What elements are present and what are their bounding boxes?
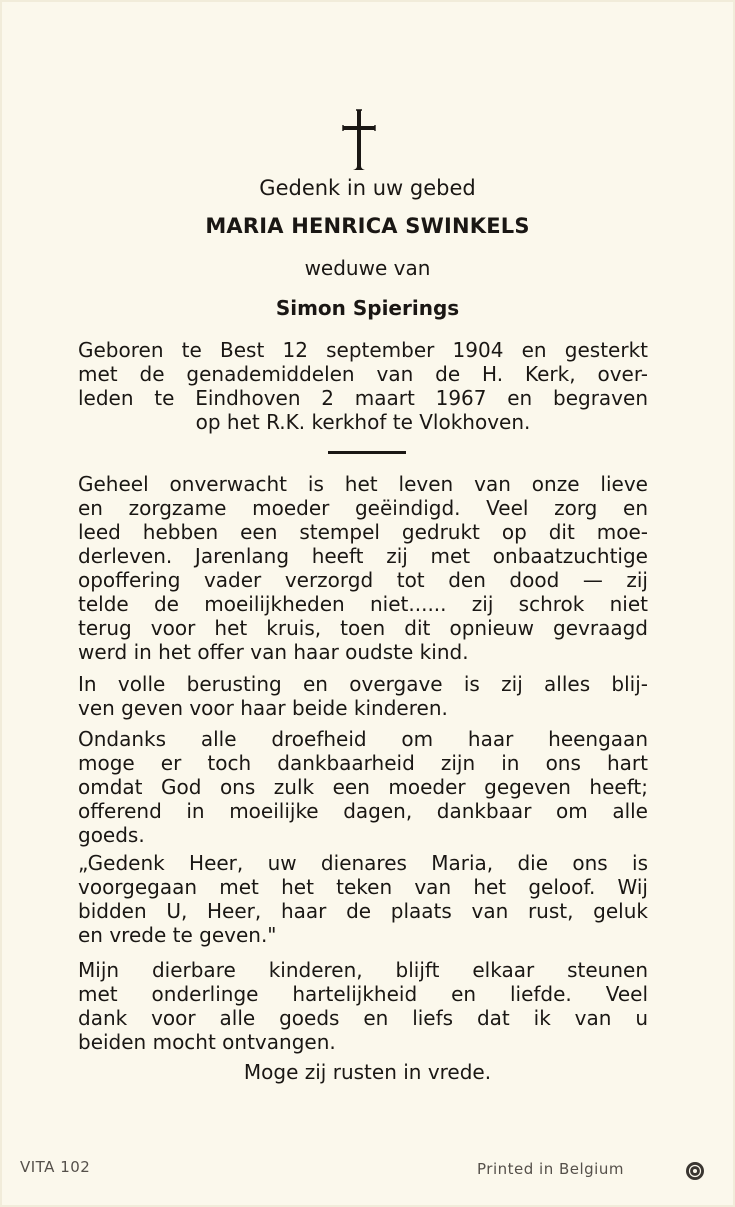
paragraph-line: Geheel onverwacht is het leven van onze lieve	[78, 472, 648, 496]
paragraph-2	[78, 672, 648, 720]
paragraph-line: derleven. Jarenlang heeft zij met onbaatzuchtige	[78, 544, 648, 568]
paragraph-line: Ondanks alle droefheid om haar heengaan	[78, 727, 648, 751]
birth-line: leden te Eindhoven 2 maart 1967 en begraven	[78, 386, 648, 410]
paragraph-line: „Gedenk Heer, uw dienares Maria, die ons is	[78, 851, 648, 875]
paragraph-line: ven geven voor haar beide kinderen.	[78, 696, 448, 720]
paragraph-5	[78, 958, 648, 1054]
divider	[328, 451, 406, 454]
deceased-name: MARIA HENRICA SWINKELS	[205, 214, 530, 238]
paragraph-4-prayer	[78, 851, 648, 947]
paragraph-line: offerend in moeilijke dagen, dankbaar om alle	[78, 799, 648, 823]
paragraph-line: omdat God ons zulk een moeder gegeven heeft;	[78, 775, 648, 799]
intro-text: Gedenk in uw gebed	[259, 176, 476, 200]
spouse-name: Simon Spierings	[275, 296, 460, 320]
paragraph-1	[78, 472, 648, 664]
paragraph-3	[78, 727, 648, 847]
printer-seal-icon	[685, 1161, 705, 1181]
paragraph-line: met onderlinge hartelijkheid en liefde. Veel	[78, 982, 648, 1006]
paragraph-line: dank voor alle goeds en liefs dat ik van u	[78, 1006, 648, 1030]
closing-line: Moge zij rusten in vrede.	[243, 1060, 492, 1084]
printed-in-text: Printed in Belgium	[477, 1160, 624, 1178]
paragraph-line: In volle berusting en overgave is zij alles blij-	[78, 672, 648, 696]
birth-line: met de genademiddelen van de H. Kerk, over-	[78, 362, 648, 386]
birth-line: op het R.K. kerkhof te Vlokhoven.	[195, 410, 531, 434]
widow-of-text: weduwe van	[304, 256, 431, 280]
paragraph-line: leed hebben een stempel gedrukt op dit moe-	[78, 520, 648, 544]
paragraph-line: Mijn dierbare kinderen, blijft elkaar steunen	[78, 958, 648, 982]
paragraph-line: telde de moeilijkheden niet...... zij schrok niet	[78, 592, 648, 616]
birth-death-paragraph	[78, 338, 648, 434]
birth-line: Geboren te Best 12 september 1904 en gesterkt	[78, 338, 648, 362]
paragraph-line: goeds.	[78, 823, 145, 847]
paragraph-line: opoffering vader verzorgd tot den dood — zij	[78, 568, 648, 592]
paragraph-line: beiden mocht ontvangen.	[78, 1030, 336, 1054]
paragraph-line: terug voor het kruis, toen dit opnieuw gevraagd	[78, 616, 648, 640]
series-code: VITA 102	[20, 1158, 91, 1176]
paragraph-line: bidden U, Heer, haar de plaats van rust, geluk	[78, 899, 648, 923]
paragraph-line: en vrede te geven."	[78, 923, 277, 947]
paragraph-line: werd in het offer van haar oudste kind.	[78, 640, 469, 664]
cross-icon	[339, 108, 379, 172]
paragraph-line: en zorgzame moeder geëindigd. Veel zorg en	[78, 496, 648, 520]
paragraph-line: moge er toch dankbaarheid zijn in ons hart	[78, 751, 648, 775]
paragraph-line: voorgegaan met het teken van het geloof. Wij	[78, 875, 648, 899]
